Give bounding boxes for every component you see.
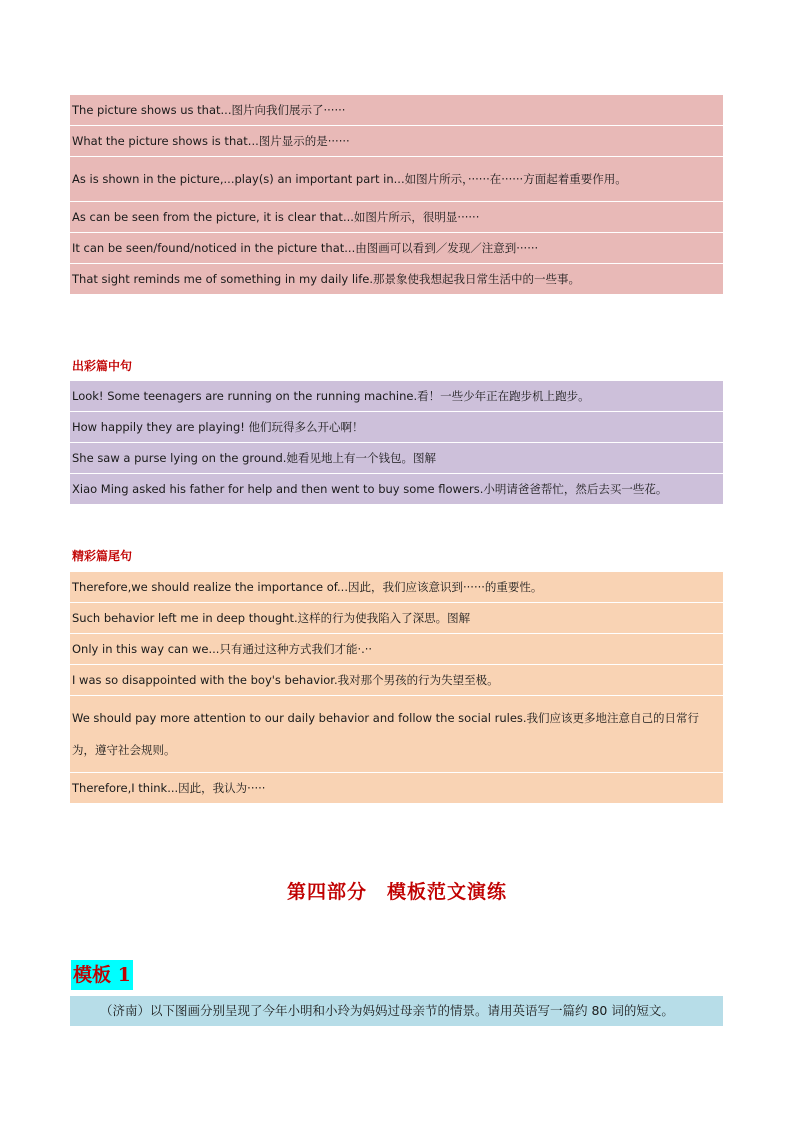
phrase-table-intro xyxy=(70,95,723,295)
phrase-row: The picture shows us that...图片向我们展示了······ xyxy=(70,95,723,126)
phrase-row: As can be seen from the picture, it is clear that...如图片所示，很明显······ xyxy=(70,202,723,233)
part-heading: 第四部分 模板范文演练 xyxy=(286,881,507,903)
phrase-row: What the picture shows is that...图片显示的是······ xyxy=(70,126,723,157)
template-prompt: （济南）以下图画分别呈现了今年小明和小玲为妈妈过母亲节的情景。请用英语写一篇约 80 词的短文。 xyxy=(70,996,723,1026)
section-label-middle: 出彩篇中句 xyxy=(72,359,133,373)
phrase-row: Therefore,I think...因此，我认为····· xyxy=(70,773,723,804)
phrase-row: I was so disappointed with the boy's behavior.我对那个男孩的行为失望至极。 xyxy=(70,665,723,696)
section-label-ending: 精彩篇尾句 xyxy=(72,549,133,563)
phrase-row: Such behavior left me in deep thought.这样的行为使我陷入了深思。图解 xyxy=(70,603,723,634)
phrase-row: As is shown in the picture,...play(s) an important part in...如图片所示，······在······方面起着重要作用。 xyxy=(70,157,723,202)
phrase-table-middle xyxy=(70,381,723,505)
phrase-table-ending xyxy=(70,572,723,804)
phrase-row: Look! Some teenagers are running on the running machine.看！一些少年正在跑步机上跑步。 xyxy=(70,381,723,412)
phrase-row: Therefore,we should realize the importance of...因此，我们应该意识到······的重要性。 xyxy=(70,572,723,603)
phrase-row: That sight reminds me of something in my daily life.那景象使我想起我日常生活中的一些事。 xyxy=(70,264,723,295)
phrase-row: Only in this way can we...只有通过这种方式我们才能·.·· xyxy=(70,634,723,665)
phrase-row: We should pay more attention to our daily behavior and follow the social rules.我们应该更多地注意自己的日常行为，遵守社会规则。 xyxy=(70,696,723,773)
template-label: 模板 1 xyxy=(71,960,133,990)
phrase-row: Xiao Ming asked his father for help and then went to buy some flowers.小明请爸爸帮忙，然后去买一些花。 xyxy=(70,474,723,505)
phrase-row: She saw a purse lying on the ground.她看见地上有一个钱包。图解 xyxy=(70,443,723,474)
phrase-row: How happily they are playing! 他们玩得多么开心啊！ xyxy=(70,412,723,443)
phrase-row: It can be seen/found/noticed in the picture that...由图画可以看到／发现／注意到······ xyxy=(70,233,723,264)
